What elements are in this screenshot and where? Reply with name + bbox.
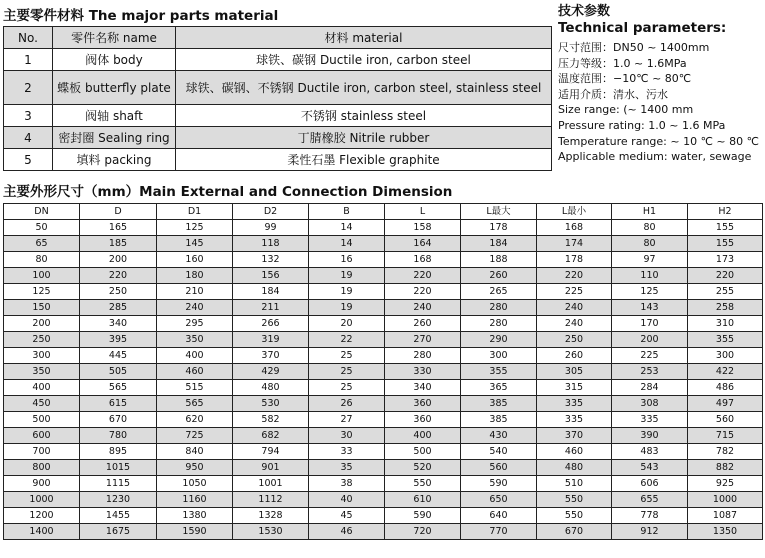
dimension-row — [4, 476, 763, 492]
dimension-cell: 310 — [688, 316, 763, 332]
dimension-cell: 720 — [385, 524, 461, 540]
dimension-cell: 250 — [4, 332, 80, 348]
parts-header-cell: 材料 material — [176, 27, 552, 49]
tech-line: 尺寸范围：DN50 ~ 1400mm — [558, 41, 710, 54]
dimension-cell: 220 — [80, 268, 157, 284]
dimension-row — [4, 444, 763, 460]
technical-parameters — [558, 4, 763, 165]
dimension-cell: 770 — [461, 524, 537, 540]
dimension-cell: 565 — [80, 380, 157, 396]
parts-cell-material: 不锈钢 stainless steel — [176, 105, 552, 127]
dimension-cell: 173 — [688, 252, 763, 268]
dimension-cell: 156 — [233, 268, 309, 284]
dimension-cell: 650 — [461, 492, 537, 508]
dimension-cell: 155 — [688, 220, 763, 236]
dimension-cell: 582 — [233, 412, 309, 428]
dimension-cell: 143 — [612, 300, 688, 316]
dimension-cell: 355 — [461, 364, 537, 380]
dimension-cell: 125 — [157, 220, 233, 236]
dimension-cell: 184 — [461, 236, 537, 252]
dimension-cell: 560 — [688, 412, 763, 428]
dimension-cell: 1000 — [4, 492, 80, 508]
dimension-cell: 355 — [688, 332, 763, 348]
dimension-cell: 782 — [688, 444, 763, 460]
dimension-cell: 260 — [385, 316, 461, 332]
dimension-cell: 266 — [233, 316, 309, 332]
dimension-cell: 30 — [309, 428, 385, 444]
dimension-cell: 429 — [233, 364, 309, 380]
tech-line: Applicable medium: water, sewage — [558, 150, 752, 164]
dimension-cell: 250 — [80, 284, 157, 300]
dimension-header-cell: L最大 — [461, 204, 537, 220]
dimension-cell: 1380 — [157, 508, 233, 524]
dimension-cell: 340 — [385, 380, 461, 396]
dimension-cell: 308 — [612, 396, 688, 412]
dimension-cell: 483 — [612, 444, 688, 460]
dimension-cell: 99 — [233, 220, 309, 236]
dimension-cell: 210 — [157, 284, 233, 300]
dimension-cell: 450 — [4, 396, 80, 412]
dimension-cell: 200 — [4, 316, 80, 332]
dimension-cell: 260 — [461, 268, 537, 284]
dimension-cell: 22 — [309, 332, 385, 348]
dimension-cell: 240 — [385, 300, 461, 316]
parts-cell-no: 1 — [4, 49, 53, 71]
dimension-cell: 430 — [461, 428, 537, 444]
dimension-cell: 27 — [309, 412, 385, 428]
dimension-cell: 670 — [537, 524, 612, 540]
dimension-cell: 65 — [4, 236, 80, 252]
dimension-cell: 285 — [80, 300, 157, 316]
dimension-cell: 385 — [461, 396, 537, 412]
dimension-cell: 682 — [233, 428, 309, 444]
dimension-cell: 794 — [233, 444, 309, 460]
dimension-cell: 550 — [537, 508, 612, 524]
parts-header-row — [4, 27, 552, 49]
dimension-cell: 543 — [612, 460, 688, 476]
dimension-cell: 168 — [537, 220, 612, 236]
dimension-row — [4, 348, 763, 364]
dimension-cell: 560 — [461, 460, 537, 476]
parts-row — [4, 149, 552, 171]
dimension-cell: 45 — [309, 508, 385, 524]
dimension-cell: 200 — [612, 332, 688, 348]
dimension-row — [4, 380, 763, 396]
dimension-row — [4, 460, 763, 476]
dimension-cell: 480 — [233, 380, 309, 396]
dimension-cell: 515 — [157, 380, 233, 396]
dimension-cell: 253 — [612, 364, 688, 380]
parts-cell-no: 5 — [4, 149, 53, 171]
dimension-cell: 258 — [688, 300, 763, 316]
dimension-cell: 510 — [537, 476, 612, 492]
parts-cell-material: 球铁、碳钢 Ductile iron, carbon steel — [176, 49, 552, 71]
dimension-cell: 178 — [461, 220, 537, 236]
dimension-header-cell: DN — [4, 204, 80, 220]
dimension-cell: 360 — [385, 396, 461, 412]
dimension-cell: 19 — [309, 300, 385, 316]
tech-line: 适用介质：清水、污水 — [558, 87, 668, 101]
dimension-cell: 40 — [309, 492, 385, 508]
dimension-cell: 25 — [309, 380, 385, 396]
parts-header-cell: 零件名称 name — [53, 27, 176, 49]
dimension-cell: 395 — [80, 332, 157, 348]
dimension-cell: 330 — [385, 364, 461, 380]
dimension-cell: 606 — [612, 476, 688, 492]
dimension-cell: 350 — [157, 332, 233, 348]
dimension-cell: 20 — [309, 316, 385, 332]
dimension-cell: 155 — [688, 236, 763, 252]
dimension-header-cell: D — [80, 204, 157, 220]
dimension-cell: 505 — [80, 364, 157, 380]
dimension-cell: 188 — [461, 252, 537, 268]
dimension-header-cell: D1 — [157, 204, 233, 220]
dimension-row — [4, 508, 763, 524]
dimension-cell: 1530 — [233, 524, 309, 540]
dimension-row — [4, 492, 763, 508]
dimension-cell: 145 — [157, 236, 233, 252]
dimension-cell: 1050 — [157, 476, 233, 492]
tech-line: 温度范围：−10℃ ~ 80℃ — [558, 72, 692, 86]
dimension-cell: 50 — [4, 220, 80, 236]
dimension-cell: 295 — [157, 316, 233, 332]
dimension-cell: 1001 — [233, 476, 309, 492]
dimension-cell: 211 — [233, 300, 309, 316]
dimension-cell: 350 — [4, 364, 80, 380]
dimension-cell: 168 — [385, 252, 461, 268]
dimension-cell: 80 — [4, 252, 80, 268]
dimension-cell: 80 — [612, 236, 688, 252]
dimension-cell: 240 — [157, 300, 233, 316]
dimension-cell: 640 — [461, 508, 537, 524]
dimension-cell: 590 — [461, 476, 537, 492]
dimension-cell: 460 — [537, 444, 612, 460]
dimension-row — [4, 252, 763, 268]
dimension-cell: 284 — [612, 380, 688, 396]
dimension-cell: 620 — [157, 412, 233, 428]
dimension-cell: 901 — [233, 460, 309, 476]
dimension-cell: 1350 — [688, 524, 763, 540]
parts-cell-name: 阀轴 shaft — [53, 105, 176, 127]
parts-cell-no: 3 — [4, 105, 53, 127]
dimension-cell: 655 — [612, 492, 688, 508]
dimension-cell: 25 — [309, 348, 385, 364]
dimension-cell: 335 — [612, 412, 688, 428]
dimension-cell: 340 — [80, 316, 157, 332]
dimension-cell: 1000 — [688, 492, 763, 508]
parts-row — [4, 49, 552, 71]
dimension-cell: 319 — [233, 332, 309, 348]
dimension-header-cell: L — [385, 204, 461, 220]
dimension-table — [3, 203, 763, 540]
dimension-cell: 300 — [461, 348, 537, 364]
dimension-cell: 1015 — [80, 460, 157, 476]
dimension-cell: 670 — [80, 412, 157, 428]
dimension-cell: 1200 — [4, 508, 80, 524]
dimension-cell: 185 — [80, 236, 157, 252]
dimension-cell: 305 — [537, 364, 612, 380]
dimension-row — [4, 300, 763, 316]
dimension-row — [4, 412, 763, 428]
dimension-row — [4, 396, 763, 412]
dimension-cell: 46 — [309, 524, 385, 540]
dimension-cell: 290 — [461, 332, 537, 348]
dimension-cell: 260 — [537, 348, 612, 364]
dimension-cell: 365 — [461, 380, 537, 396]
dimension-cell: 500 — [385, 444, 461, 460]
dimension-cell: 160 — [157, 252, 233, 268]
dimension-cell: 1087 — [688, 508, 763, 524]
dimension-cell: 486 — [688, 380, 763, 396]
parts-row — [4, 105, 552, 127]
dimension-cell: 315 — [537, 380, 612, 396]
dimension-cell: 530 — [233, 396, 309, 412]
dimension-header-cell: L最小 — [537, 204, 612, 220]
dimension-cell: 174 — [537, 236, 612, 252]
dimension-cell: 1400 — [4, 524, 80, 540]
dimension-cell: 400 — [385, 428, 461, 444]
dimension-cell: 19 — [309, 284, 385, 300]
dimension-cell: 520 — [385, 460, 461, 476]
dimension-cell: 125 — [4, 284, 80, 300]
dimension-cell: 33 — [309, 444, 385, 460]
tech-line: Temperature range: ~ 10 ℃ ~ 80 ℃ — [558, 134, 759, 148]
parts-cell-name: 填料 packing — [53, 149, 176, 171]
dimension-cell: 180 — [157, 268, 233, 284]
dimension-cell: 125 — [612, 284, 688, 300]
dimension-cell: 158 — [385, 220, 461, 236]
dimension-cell: 132 — [233, 252, 309, 268]
dimension-row — [4, 316, 763, 332]
parts-cell-no: 4 — [4, 127, 53, 149]
dimension-cell: 950 — [157, 460, 233, 476]
dimension-header-cell: B — [309, 204, 385, 220]
dimension-row — [4, 428, 763, 444]
dimension-cell: 184 — [233, 284, 309, 300]
dimension-cell: 118 — [233, 236, 309, 252]
dimension-cell: 780 — [80, 428, 157, 444]
dimension-cell: 225 — [612, 348, 688, 364]
dimension-cell: 97 — [612, 252, 688, 268]
dimension-cell: 26 — [309, 396, 385, 412]
dimension-cell: 270 — [385, 332, 461, 348]
parts-row — [4, 71, 552, 105]
dimension-cell: 1230 — [80, 492, 157, 508]
dimension-cell: 220 — [385, 268, 461, 284]
dimension-cell: 400 — [4, 380, 80, 396]
dimension-cell: 1112 — [233, 492, 309, 508]
tech-title-en: Technical parameters: — [558, 20, 727, 36]
dimension-heading: 主要外形尺寸（mm）Main External and Connection Dimension — [3, 184, 453, 200]
dimension-cell: 16 — [309, 252, 385, 268]
dimension-cell: 164 — [385, 236, 461, 252]
dimension-cell: 14 — [309, 236, 385, 252]
dimension-cell: 600 — [4, 428, 80, 444]
dimension-cell: 280 — [461, 316, 537, 332]
dimension-cell: 225 — [537, 284, 612, 300]
parts-cell-material: 球铁、碳钢、不锈钢 Ductile iron, carbon steel, stainless steel — [176, 71, 552, 105]
dimension-cell: 715 — [688, 428, 763, 444]
dimension-cell: 1455 — [80, 508, 157, 524]
dimension-cell: 240 — [537, 316, 612, 332]
dimension-cell: 250 — [537, 332, 612, 348]
dimension-row — [4, 332, 763, 348]
dimension-cell: 265 — [461, 284, 537, 300]
dimension-cell: 170 — [612, 316, 688, 332]
dimension-header-cell: H2 — [688, 204, 763, 220]
dimension-cell: 35 — [309, 460, 385, 476]
dimension-cell: 390 — [612, 428, 688, 444]
dimension-header-cell: D2 — [233, 204, 309, 220]
dimension-cell: 165 — [80, 220, 157, 236]
dimension-cell: 550 — [385, 476, 461, 492]
dimension-cell: 360 — [385, 412, 461, 428]
dimension-cell: 220 — [537, 268, 612, 284]
dimension-cell: 240 — [537, 300, 612, 316]
tech-title-cn: 技术参数 — [558, 4, 611, 19]
dimension-cell: 925 — [688, 476, 763, 492]
dimension-cell: 565 — [157, 396, 233, 412]
dimension-cell: 280 — [461, 300, 537, 316]
tech-line: Pressure rating: 1.0 ~ 1.6 MPa — [558, 118, 726, 132]
dimension-cell: 19 — [309, 268, 385, 284]
dimension-cell: 300 — [688, 348, 763, 364]
dimension-cell: 280 — [385, 348, 461, 364]
dimension-cell: 150 — [4, 300, 80, 316]
dimension-cell: 200 — [80, 252, 157, 268]
parts-material-table — [3, 26, 552, 171]
dimension-cell: 840 — [157, 444, 233, 460]
dimension-cell: 335 — [537, 412, 612, 428]
dimension-cell: 725 — [157, 428, 233, 444]
dimension-cell: 800 — [4, 460, 80, 476]
dimension-row — [4, 364, 763, 380]
dimension-row — [4, 284, 763, 300]
dimension-cell: 1590 — [157, 524, 233, 540]
dimension-cell: 590 — [385, 508, 461, 524]
dimension-cell: 610 — [385, 492, 461, 508]
dimension-cell: 80 — [612, 220, 688, 236]
dimension-cell: 385 — [461, 412, 537, 428]
dimension-cell: 220 — [385, 284, 461, 300]
dimension-cell: 480 — [537, 460, 612, 476]
dimension-cell: 497 — [688, 396, 763, 412]
parts-cell-material: 柔性石墨 Flexible graphite — [176, 149, 552, 171]
parts-cell-material: 丁腈橡胶 Nitrile rubber — [176, 127, 552, 149]
dimension-row — [4, 236, 763, 252]
dimension-cell: 912 — [612, 524, 688, 540]
parts-material-heading: 主要零件材料 The major parts material — [3, 8, 279, 24]
dimension-cell: 100 — [4, 268, 80, 284]
dimension-cell: 615 — [80, 396, 157, 412]
dimension-cell: 38 — [309, 476, 385, 492]
dimension-cell: 178 — [537, 252, 612, 268]
dimension-row — [4, 220, 763, 236]
dimension-cell: 370 — [233, 348, 309, 364]
dimension-cell: 895 — [80, 444, 157, 460]
dimension-cell: 1115 — [80, 476, 157, 492]
dimension-cell: 255 — [688, 284, 763, 300]
dimension-cell: 1328 — [233, 508, 309, 524]
dimension-cell: 445 — [80, 348, 157, 364]
dimension-header-cell: H1 — [612, 204, 688, 220]
dimension-cell: 1675 — [80, 524, 157, 540]
dimension-cell: 550 — [537, 492, 612, 508]
dimension-cell: 400 — [157, 348, 233, 364]
dimension-cell: 110 — [612, 268, 688, 284]
tech-line: Size range: (~ 1400 mm — [558, 103, 694, 117]
dimension-cell: 422 — [688, 364, 763, 380]
parts-cell-name: 阀体 body — [53, 49, 176, 71]
dimension-cell: 14 — [309, 220, 385, 236]
dimension-cell: 540 — [461, 444, 537, 460]
parts-row — [4, 127, 552, 149]
dimension-cell: 460 — [157, 364, 233, 380]
dimension-cell: 25 — [309, 364, 385, 380]
dimension-cell: 370 — [537, 428, 612, 444]
dimension-cell: 335 — [537, 396, 612, 412]
parts-cell-no: 2 — [4, 71, 53, 105]
dimension-cell: 220 — [688, 268, 763, 284]
dimension-cell: 882 — [688, 460, 763, 476]
dimension-row — [4, 524, 763, 540]
parts-header-cell: No. — [4, 27, 53, 49]
dimension-cell: 500 — [4, 412, 80, 428]
dimension-header-row — [4, 204, 763, 220]
tech-line: 压力等级：1.0 ~ 1.6MPa — [558, 56, 687, 70]
parts-cell-name: 蝶板 butterfly plate — [53, 71, 176, 105]
dimension-cell: 1160 — [157, 492, 233, 508]
parts-cell-name: 密封圈 Sealing ring — [53, 127, 176, 149]
dimension-row — [4, 268, 763, 284]
dimension-cell: 900 — [4, 476, 80, 492]
dimension-cell: 778 — [612, 508, 688, 524]
dimension-cell: 300 — [4, 348, 80, 364]
dimension-cell: 700 — [4, 444, 80, 460]
